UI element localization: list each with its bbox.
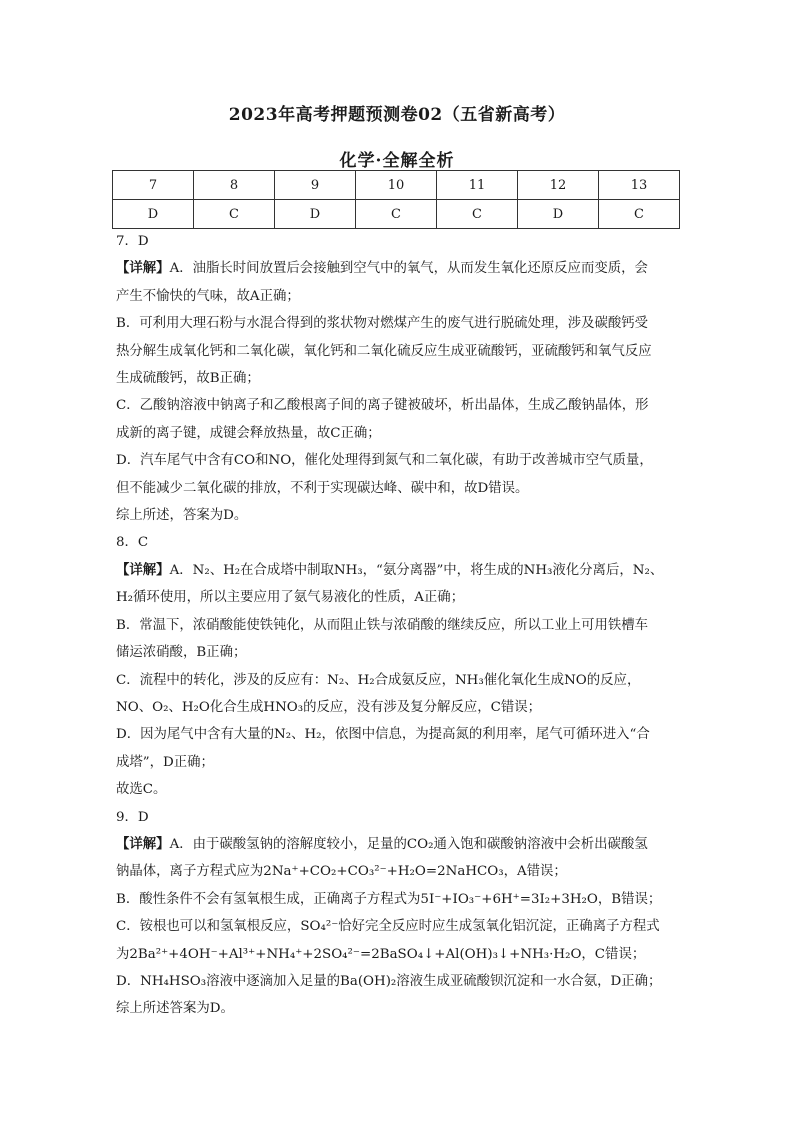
explanation-line: B．可利用大理石粉与水混合得到的浆状物对燃煤产生的废气进行脱硫处理，涉及碳酸钙受 xyxy=(116,316,649,332)
explanation-text: A．N₂、H₂在合成塔中制取NH₃，“氨分离器”中，将生成的NH₃液化分离后，N₂、 xyxy=(169,562,664,578)
explanation-text: A．油脂长时间放置后会接触到空气中的氧气，从而发生氧化还原反应而变质，会 xyxy=(169,261,648,277)
explanation-line: H₂循环使用，所以主要应用了氨气易液化的性质，A正确； xyxy=(116,590,465,606)
explanation-line xyxy=(116,557,686,584)
page-subtitle: 化学·全解全析 xyxy=(339,151,455,171)
question-number: 12 xyxy=(518,171,599,200)
explanation-line: D．NH₄HSO₃溶液中逐滴加入足量的Ba(OH)₂溶液生成亚硫酸钡沉淀和一水合氨，D正确； xyxy=(116,973,662,989)
answer-cell: C xyxy=(356,200,437,229)
question-number: 13 xyxy=(599,171,680,200)
explanation-text: A．由于碳酸氢钠的溶解度较小，足量的CO₂通入饱和碳酸钠溶液中会析出碳酸氢 xyxy=(169,836,648,852)
answer-cell: D xyxy=(113,200,194,229)
explanation-line: NO、O₂、H₂O化合生成HNO₃的反应，没有涉及复分解反应，C错误； xyxy=(116,699,542,715)
question-number: 7 xyxy=(113,171,194,200)
explanation-line: C．铵根也可以和氢氧根反应，SO₄²⁻恰好完全反应时应生成氢氧化铝沉淀，正确离子方程式 xyxy=(116,919,660,935)
explanation-tag: 【详解】 xyxy=(116,835,170,852)
explanation-tag: 【详解】 xyxy=(116,260,170,277)
explanation-line: D．因为尾气中含有大量的N₂、H₂，依图中信息，为提高氮的利用率，尾气可循环进入“合 xyxy=(116,727,650,743)
answer-cell: D xyxy=(275,200,356,229)
explanation-line: 储运浓硝酸，B正确； xyxy=(116,645,247,661)
explanation-line: 产生不愉快的气味，故A正确； xyxy=(116,288,300,304)
question-number: 8 xyxy=(194,171,275,200)
explanation-line: B．酸性条件不会有氢氧根生成，正确离子方程式为5I⁻+IO₃⁻+6H⁺=3I₂+3H₂O，B错误； xyxy=(116,891,662,907)
explanation-body xyxy=(116,228,686,1023)
explanation-line: 但不能减少二氧化碳的排放，不利于实现碳达峰、碳中和，故D错误。 xyxy=(116,480,529,496)
explanation-line: C．乙酸钠溶液中钠离子和乙酸根离子间的离子键被破坏，析出晶体，生成乙酸钠晶体，形 xyxy=(116,398,649,414)
question-heading: 9．D xyxy=(116,809,149,825)
explanation-line: B．常温下，浓硝酸能使铁钝化，从而阻止铁与浓硝酸的继续反应，所以工业上可用铁槽车 xyxy=(116,617,649,633)
explanation-line: 综上所述答案为D。 xyxy=(116,1001,234,1017)
explanation-line: 为2Ba²⁺+4OH⁻+Al³⁺+NH₄⁺+2SO₄²⁻=2BaSO₄↓+Al(OH)₃↓+NH₃·H₂O，C错误； xyxy=(116,946,646,962)
explanation-line: C．流程中的转化，涉及的反应有：N₂、H₂合成氨反应，NH₃催化氧化生成NO的反应， xyxy=(116,672,641,688)
answer-table-answer-row xyxy=(113,200,680,229)
explanation-tag: 【详解】 xyxy=(116,561,170,578)
question-number: 9 xyxy=(275,171,356,200)
explanation-line xyxy=(116,255,686,282)
question-number: 11 xyxy=(437,171,518,200)
answer-cell: D xyxy=(518,200,599,229)
explanation-line: 生成硫酸钙，故B正确； xyxy=(116,371,260,387)
explanation-line: 成塔”，D正确； xyxy=(116,754,214,770)
explanation-line: 热分解生成氧化钙和二氧化碳，氧化钙和二氧化硫反应生成亚硫酸钙，亚硫酸钙和氧气反应 xyxy=(116,343,652,359)
answer-cell: C xyxy=(194,200,275,229)
explanation-line: D．汽车尾气中含有CO和NO，催化处理得到氮气和二氧化碳，有助于改善城市空气质量， xyxy=(116,453,653,469)
question-heading: 8．C xyxy=(116,535,149,551)
explanation-line: 综上所述，答案为D。 xyxy=(116,508,248,524)
page-title: 2023年高考押题预测卷02（五省新高考） xyxy=(228,105,566,125)
explanation-line: 钠晶体，离子方程式应为2Na⁺+CO₂+CO₃²⁻+H₂O=2NaHCO₃，A错误； xyxy=(116,864,567,880)
explanation-line: 故选C。 xyxy=(116,782,167,798)
answer-cell: C xyxy=(437,200,518,229)
answer-table-question-row xyxy=(113,171,680,200)
answer-cell: C xyxy=(599,200,680,229)
answer-table xyxy=(112,170,680,229)
explanation-line: 成新的离子键，成键会释放热量，故C正确； xyxy=(116,425,381,441)
question-number: 10 xyxy=(356,171,437,200)
question-heading: 7．D xyxy=(116,234,149,249)
explanation-line xyxy=(116,831,686,858)
